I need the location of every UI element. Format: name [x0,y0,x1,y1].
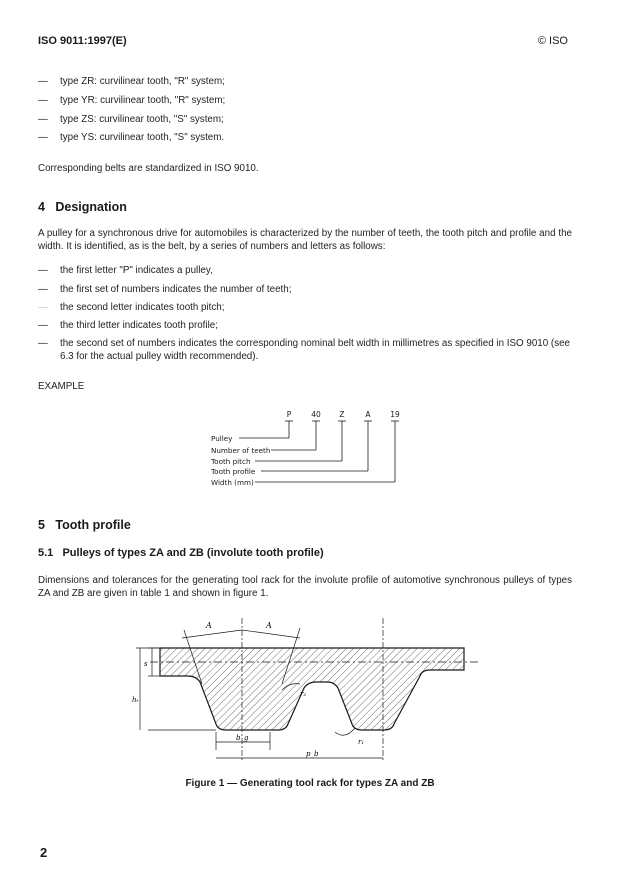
standard-id: ISO 9011:1997(E) [38,35,127,47]
dash-marker: — [38,302,48,313]
list-item-text: the first set of numbers indicates the number of teeth; [60,284,292,295]
code-p: P [286,410,292,419]
label-pulley: Pulley [211,434,233,443]
figure-caption: Figure 1 — Generating tool rack for types ZA and ZB [185,778,435,789]
dim-s: s [144,660,148,668]
list-item-text: type ZS: curvilinear tooth, "S" system; [60,114,224,125]
dash-marker: — [38,320,48,331]
dash-marker: — [38,114,48,125]
code-pitch: Z [339,410,345,419]
dash-marker: — [38,338,48,349]
dash-marker: — [38,76,48,87]
code-teeth: 40 [311,410,321,419]
publisher-mark: © ISO [537,35,568,47]
section-heading [38,200,127,214]
dim-a-right: A [266,621,272,630]
dim-ht: hₜ [132,696,139,704]
section-heading [38,518,131,532]
example-label: EXAMPLE [38,381,85,392]
list-item-text: type YS: curvilinear tooth, "S" system. [60,132,225,143]
code-width: 19 [390,410,400,419]
subsection-title: Pulleys of types ZA and ZB (involute tooth profile) [62,547,324,559]
rack-profile [160,648,464,730]
label-profile: Tooth profile [211,467,256,476]
label-width: Width (mm) [211,478,254,487]
list-item-text: type ZR: curvilinear tooth, "R" system; [60,76,225,87]
dim-r2: r₂ [300,690,307,698]
label-teeth: Number of teeth [211,446,271,455]
section-title: Tooth profile [55,518,131,532]
section-title: Designation [55,200,127,214]
belts-note: Corresponding belts are standardized in ISO 9010. [38,163,259,174]
dim-bg: b_g [236,734,249,742]
code-profile: A [365,410,371,419]
list-item-text: the second set of numbers indicates the corresponding nominal belt width in millimetres as specified in ISO 9010 (see 6.3 for the actual pulley width recommended). [60,338,570,362]
list-item-text: the first letter "P" indicates a pulley, [60,265,213,276]
subsection-heading [38,547,324,559]
list-item-text: the second letter indicates tooth pitch; [60,302,225,313]
dim-a-left: A [206,621,212,630]
dimension-lines [136,618,480,760]
dash-marker: — [38,284,48,295]
section-number: 5 [38,518,45,532]
tool-rack-figure [130,610,490,775]
dash-marker: — [38,265,48,276]
label-pitch: Tooth pitch [211,457,251,466]
dim-pb: p_b [306,750,319,758]
list-item-text: type YR: curvilinear tooth, "R" system; [60,95,226,106]
subsection-number: 5.1 [38,547,54,559]
list-item-text: the third letter indicates tooth profile; [60,320,218,331]
designation-intro: A pulley for a synchronous drive for automobiles is characterized by the number of teeth, the tooth pitch and profile and the width. It is identified, as is the belt, by a series of numbers and letters as follows: [38,228,572,252]
dash-marker: — [38,95,48,106]
dash-marker: — [38,132,48,143]
page-number: 2 [40,845,48,860]
section-number: 4 [38,200,45,214]
dim-r1: r₁ [358,738,365,746]
figure-reference-paragraph: Dimensions and tolerances for the generating tool rack for the involute profile of automotive synchronous pulleys of types ZA and ZB are given in table 1 and shown in figure 1. [38,575,572,599]
